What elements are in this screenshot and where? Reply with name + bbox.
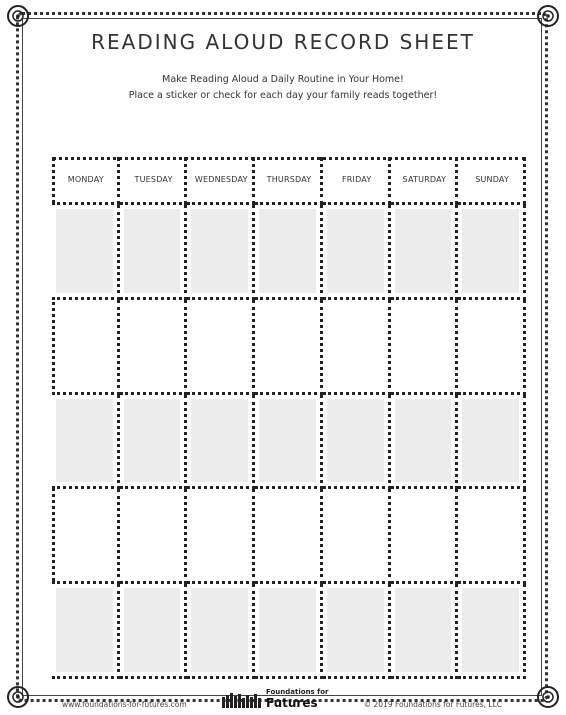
record-day-cell[interactable] xyxy=(187,489,255,584)
record-day-cell[interactable] xyxy=(52,584,120,679)
record-day-cell[interactable] xyxy=(120,300,188,395)
day-header-cell xyxy=(255,157,323,205)
record-day-cell[interactable] xyxy=(458,205,526,300)
record-day-cell[interactable] xyxy=(120,395,188,490)
record-day-cell[interactable] xyxy=(391,395,459,490)
record-day-cell[interactable] xyxy=(255,205,323,300)
day-header-cell xyxy=(458,157,526,205)
page-title: READING ALOUD RECORD SHEET xyxy=(91,30,475,54)
record-day-cell[interactable] xyxy=(255,395,323,490)
record-day-cell[interactable] xyxy=(323,395,391,490)
day-header-cell xyxy=(120,157,188,205)
record-day-cell[interactable] xyxy=(52,395,120,490)
record-day-cell[interactable] xyxy=(52,489,120,584)
corner-flourish-icon xyxy=(4,671,44,711)
day-label: FRIDAY xyxy=(341,175,372,184)
record-day-cell[interactable] xyxy=(187,584,255,679)
day-header-cell xyxy=(52,157,120,205)
record-grid xyxy=(52,157,526,679)
record-day-cell[interactable] xyxy=(52,205,120,300)
day-label: SATURDAY xyxy=(402,175,447,184)
brand-logo xyxy=(222,688,344,710)
day-label: MONDAY xyxy=(67,175,104,184)
record-day-cell[interactable] xyxy=(391,205,459,300)
record-day-cell[interactable] xyxy=(187,300,255,395)
record-day-cell[interactable] xyxy=(391,489,459,584)
day-header-cell xyxy=(391,157,459,205)
subtitle-line-2: Place a sticker or check for each day your family reads together! xyxy=(128,90,438,101)
logo-text-main: Futures xyxy=(266,696,318,710)
day-header-cell xyxy=(187,157,255,205)
record-day-cell[interactable] xyxy=(120,489,188,584)
record-day-cell[interactable] xyxy=(458,584,526,679)
day-label: WEDNESDAY xyxy=(194,175,248,184)
record-day-cell[interactable] xyxy=(391,300,459,395)
website-link[interactable]: www.foundations-for-futures.com xyxy=(62,700,187,709)
subtitle-line-1: Make Reading Aloud a Daily Routine in Your Home! xyxy=(162,74,404,85)
logo-text-top: Foundations for xyxy=(266,688,329,696)
record-day-cell[interactable] xyxy=(52,300,120,395)
record-day-cell[interactable] xyxy=(391,584,459,679)
record-day-cell[interactable] xyxy=(458,300,526,395)
record-day-cell[interactable] xyxy=(255,584,323,679)
record-day-cell[interactable] xyxy=(323,300,391,395)
record-day-cell[interactable] xyxy=(458,395,526,490)
record-day-cell[interactable] xyxy=(255,300,323,395)
record-day-cell[interactable] xyxy=(458,489,526,584)
day-label: SUNDAY xyxy=(475,175,510,184)
record-day-cell[interactable] xyxy=(120,584,188,679)
books-logo-icon xyxy=(222,692,264,708)
day-header-cell xyxy=(323,157,391,205)
record-day-cell[interactable] xyxy=(323,489,391,584)
record-day-cell[interactable] xyxy=(187,395,255,490)
day-label: TUESDAY xyxy=(134,175,173,184)
copyright-text: © 2019 Foundations for Futures, LLC xyxy=(363,700,502,709)
record-day-cell[interactable] xyxy=(120,205,188,300)
record-day-cell[interactable] xyxy=(187,205,255,300)
record-day-cell[interactable] xyxy=(255,489,323,584)
record-day-cell[interactable] xyxy=(323,205,391,300)
corner-flourish-icon xyxy=(522,671,562,711)
day-label: THURSDAY xyxy=(266,175,312,184)
record-day-cell[interactable] xyxy=(323,584,391,679)
